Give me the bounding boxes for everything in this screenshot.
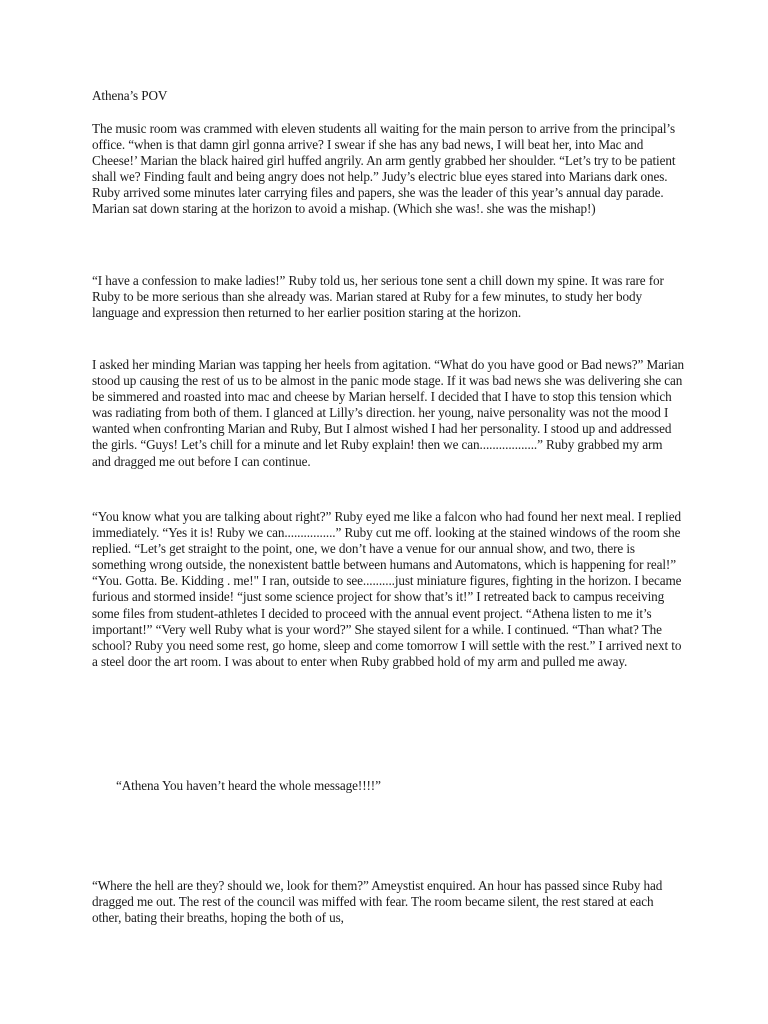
paragraph-2: “I have a confession to make ladies!” Ruby told us, her serious tone sent a chill down my spine. It was rare for Ruby to be more serious than she already was. Marian stared at Ruby for a few minutes, to study her body language and expression then returned to her earlier position staring at the horizon. — [92, 273, 664, 321]
paragraph-3: I asked her minding Marian was tapping her heels from agitation. “What do you have good or Bad news?” Marian stood up causing the rest of us to be almost in the panic mode stage. If it was bad news she was delivering she can be simmered and roasted into mac and cheese by Marian herself. I decided that I have to stop this tension which was radiating from both of them. I glanced at Lilly’s direction. her young, naive personality was not the mood I wanted when confronting Marian and Ruby, But I almost wished I had her personality. I stood up and addressed the girls. “Guys! Let’s chill for a minute and let Ruby explain! then we can..................” Ruby grabbed my arm and dragged me out before I can continue. — [92, 357, 684, 469]
paragraph-5: “Where the hell are they? should we, look for them?” Ameystist enquired. An hour has passed since Ruby had dragged me out. The rest of the council was miffed with fear. The room became silent, the rest stared at each other, bating their breaths, hoping the both of us, — [92, 878, 663, 926]
indented-quote: “Athena You haven’t heard the whole message!!!!” — [116, 778, 381, 793]
document-heading: Athena’s POV — [92, 88, 168, 103]
paragraph-4: “You know what you are talking about right?” Ruby eyed me like a falcon who had found her next meal. I replied immediately. “Yes it is! Ruby we can................” Ruby cut me off. looking at the stained windows of the room she replied. “Let’s get straight to the point, one, we don’t have a venue for our annual show, and two, there is something wrong outside, the nonexistent battle between humans and Automatons, which is happening for real!” “You. Gotta. Be. Kidding . me!" I ran, outside to see..........just miniature figures, fighting in the horizon. I became furious and stormed inside! “just some science project for show that’s it!” I retreated back to campus receiving some files from student-athletes I decided to proceed with the annual event project. “Athena listen to me it’s important!” “Very well Ruby what is your word?” She stayed silent for a while. I continued. “Than what? The school? Ruby you need some rest, go home, sleep and come tomorrow I will settle with the rest.” I arrived next to a steel door the art room. I was about to enter when Ruby grabbed hold of my arm and pulled me away. — [92, 509, 682, 669]
paragraph-1: The music room was crammed with eleven students all waiting for the main person to arrive from the principal’s office. “when is that damn girl gonna arrive? I swear if she has any bad news, I will beat her, into Mac and Cheese!’ Marian the black haired girl huffed angrily. An arm gently grabbed her shoulder. “Let’s try to be patient shall we? Finding fault and being angry does not help.” Judy’s electric blue eyes stared into Marians dark ones. Ruby arrived some minutes later carrying files and papers, she was the leader of this year’s annual day parade. Marian sat down staring at the horizon to avoid a mishap. (Which she was!. she was the mishap!) — [92, 121, 676, 217]
